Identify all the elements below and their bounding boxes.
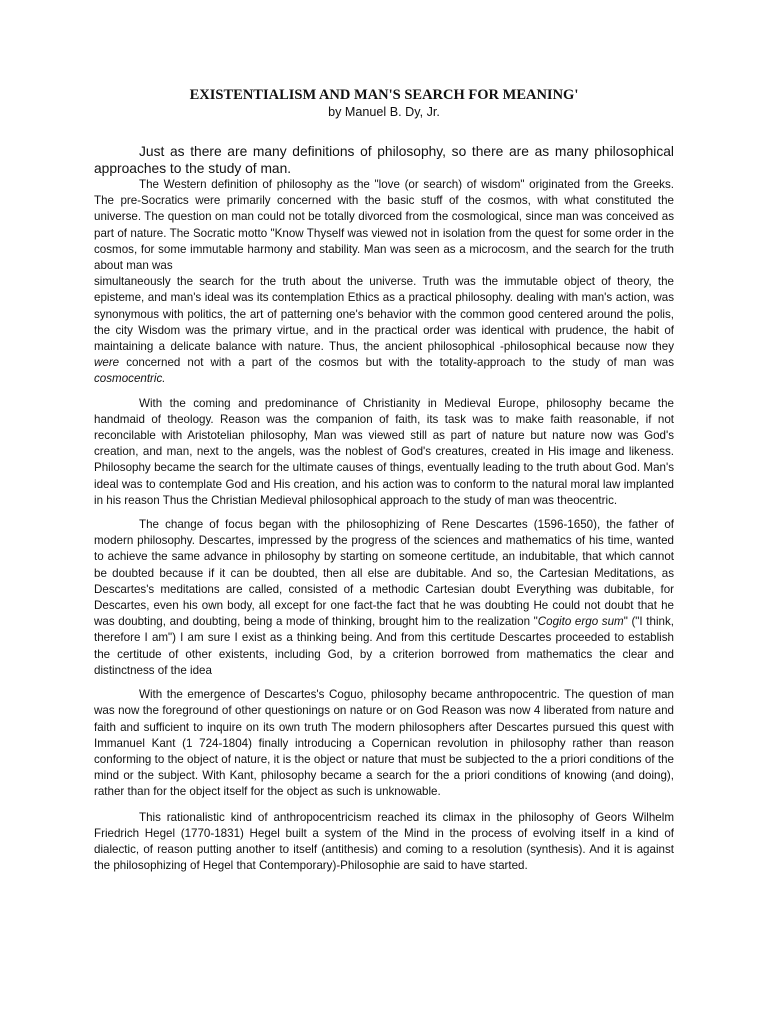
paragraph-descartes [94,517,674,679]
author-byline: by Manuel B. Dy, Jr. [328,105,440,119]
emphasis-text: Cogito ergo sum [537,615,624,629]
paragraph-medieval: With the coming and predominance of Christianity in Medieval Europe, philosophy became the handmaid of theology. Reason was the companion of faith, its task was to make faith reasonable, if not reconcilable with Aristotelian philosophy, Man was viewed still as part of nature but nature now was God's creation, and man, next to the angels, was the noblest of God's creatures, created in His image and likeness. Philosophy became the search for the ultimate causes of things, eventually leading to the truth about God. Man's ideal was to contemplate God and His creation, and his action was to conform to the natural moral law implanted in his reason Thus the Christian Medieval philosophical approach to the study of man was theocentric. [94,396,674,507]
paragraph-greek: The Western definition of philosophy as the "love (or search) of wisdom" originated from the Greeks. The pre-Socratics were primarily concerned with the basic stuff of the cosmos, with what constituted the universe. The question on man could not be totally divorced from the cosmological, since man was conceived as part of nature. The Socratic motto "Know Thyself was viewed not in isolation from the quest for some order in the cosmos, for some immutable harmony and stability. Man was seen as a microcosm, and the search for the truth about man was [94,178,674,273]
paragraph-text: concerned not with a part of the cosmos but with the totality-approach to the study of man was [119,356,674,370]
lead-paragraph: Just as there are many definitions of philosophy, so there are as many philosophical approaches to the study of man. [94,144,674,176]
paragraph-text: The change of focus began with the philosophizing of Rene Descartes (1596-1650), the father of modern philosophy. Descartes, impressed by the progress of the sciences and mathematics of his time, wanted to achieve the same advance in philosophy by starting on someone certitude, an indubitable, that which cannot be doubted because if it can be doubted, then all else are dubitable. And so, the Cartesian Meditations, as Descartes's meditations are called, consisted of a methodic Cartesian doubt Everything was dubitable, for Descartes, even his own body, all except for one fact-the fact that he was doubting He could not doubt that he was doubting, and doubting, being a mode of thinking, brought him to the realization " [94,518,674,629]
paragraph-text: simultaneously the search for the truth about the universe. Truth was the immutable object of theory, the episteme, and man's ideal was its contemplation Ethics as a practical philosophy. dealing with man's action, was synonymous with politics, the art of patterning one's behavior with the common good centered around the polis, the city Wisdom was the primary virtue, and in the practical order was identical with prudence, the habit of maintaining a delicate balance with nature. Thus, the ancient philosophical -philosophical because now they [94,275,674,354]
paragraph-kant: With the emergence of Descartes's Coguo, philosophy became anthropocentric. The question of man was now the foreground of other questionings on nature or on God Reason was now 4 liberated from nature and faith and sufficient to inquire on its own truth The modern philosophers after Descartes pursued this quest with Immanuel Kant (1 724-1804) finally introducing a Copernican revolution in philosophy rather than reason conforming to the object of nature, it is the object or nature that must be subjected to the a priori conditions of the mind or the subject. With Kant, philosophy became a search for the a priori conditions of knowing (and doing), rather than for the object itself for the object as such is unknowable. [94,688,674,799]
paragraph-greek-continued [94,274,674,387]
paragraph-text: " ("I think, therefore I am") I am sure I exist as a thinking being. And from this certitude Descartes proceeded to establish the certitude of other existents, including God, by a criterion borrowed from mathematics the clear and distinctness of the idea [94,615,674,677]
emphasis-text: were [94,356,120,370]
paragraph-hegel: This rationalistic kind of anthropocentricism reached its climax in the philosophy of Geors Wilhelm Friedrich Hegel (1770-1831) Hegel built a system of the Mind in the process of evolving itself in a kind of dialectic, of reason putting another to itself (antithesis) and coming to a resolution (synthesis). And it is against the philosophizing of Hegel that Contemporary)-Philosophie are said to have started. [94,810,674,873]
emphasis-text: cosmocentric. [94,372,166,386]
document-title: EXISTENTIALISM AND MAN'S SEARCH FOR MEANING' [189,87,579,103]
